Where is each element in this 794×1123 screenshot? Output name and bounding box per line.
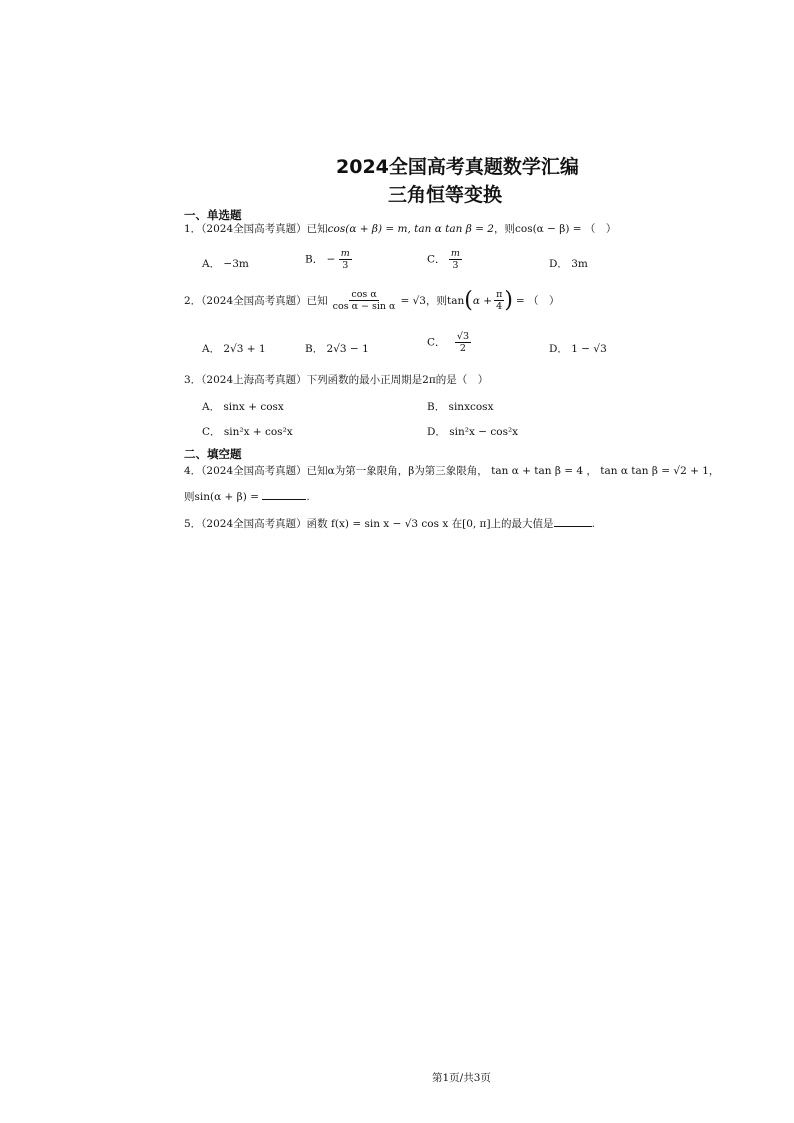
question-2-tail-2: = （ ）	[515, 294, 560, 307]
question-5-period: .	[591, 518, 595, 530]
fraction-denominator: 4	[496, 301, 503, 312]
question-2	[184, 289, 560, 312]
fraction-denominator: cos α − sin α	[332, 301, 396, 312]
question-4-period: .	[306, 491, 310, 503]
question-1-option-b-fraction	[339, 248, 352, 271]
question-1-option-b	[305, 248, 352, 271]
question-4-line-2-text: 则sin(α + β) =	[184, 491, 263, 503]
question-3-option-b: B． sinxcosx	[427, 401, 494, 413]
question-3-option-a: A． sinx + cosx	[202, 401, 284, 413]
question-2-prefix: 2．（2024全国高考真题）已知	[184, 294, 328, 307]
section-heading-fill-blank: 二、填空题	[184, 447, 242, 461]
question-2-option-b: B． 2√3 − 1	[305, 343, 369, 355]
question-3: 3．（2024上海高考真题）下列函数的最小正周期是2π的是（ ）	[184, 374, 489, 386]
question-1-option-b-sign: −	[326, 253, 336, 266]
question-1-option-c-fraction	[449, 248, 462, 271]
question-2-option-c-label: C．	[427, 336, 446, 349]
right-paren-glyph: )	[504, 287, 513, 313]
question-1-stem: cos(α + β) = m, tan α tan β = 2	[327, 223, 494, 235]
answer-blank	[262, 489, 306, 500]
question-5	[184, 516, 595, 531]
question-2-option-d: D． 1 − √3	[549, 343, 607, 355]
page-title: 2024全国高考真题数学汇编	[336, 156, 579, 178]
question-1-tail: ，则cos(α − β) = （ ）	[494, 223, 617, 235]
question-3-option-c: C． sin²x + cos²x	[202, 426, 293, 438]
question-4-line-1: 4．（2024全国高考真题）已知α为第一象限角，β为第三象限角， tan α + tan β = 4 ， tan α tan β = √2 + 1，	[184, 465, 720, 477]
fraction-numerator: √3	[456, 331, 469, 342]
question-2-inner-fraction	[494, 289, 504, 312]
question-1	[184, 222, 616, 236]
question-4-line-2	[184, 489, 310, 504]
fraction-numerator: cos α	[351, 289, 377, 300]
answer-blank	[554, 516, 592, 527]
question-2-inner: α +	[472, 294, 493, 307]
question-1-prefix: 1．（2024全国高考真题）已知	[184, 223, 328, 235]
question-1-option-b-label: B．	[305, 253, 324, 266]
question-5-text: 5．（2024全国高考真题）函数 f(x) = sin x − √3 cos x 在[0, π]上的最大值是	[184, 518, 554, 530]
question-1-option-a: A． −3m	[202, 258, 249, 270]
question-1-option-c	[427, 248, 462, 271]
fraction-numerator: π	[496, 289, 503, 300]
question-2-option-c	[427, 331, 471, 354]
question-2-option-a: A． 2√3 + 1	[202, 343, 266, 355]
section-heading-single-choice: 一、单选题	[184, 208, 242, 222]
question-3-option-d: D． sin²x − cos²x	[427, 426, 519, 438]
fraction-numerator: m	[340, 248, 350, 259]
left-paren-glyph: (	[464, 287, 473, 313]
fraction-numerator: m	[450, 248, 460, 259]
question-1-option-d: D． 3m	[549, 258, 588, 270]
page-subtitle: 三角恒等变换	[388, 184, 503, 206]
question-2-tail-1: ，则tan	[426, 294, 465, 307]
fraction-denominator: 3	[452, 260, 459, 271]
fraction-denominator: 2	[459, 343, 466, 354]
question-1-option-c-label: C．	[427, 253, 446, 266]
page-footer: 第1页/共3页	[432, 1072, 491, 1084]
fraction-denominator: 3	[342, 260, 349, 271]
question-2-equals: = √3	[400, 294, 426, 307]
question-2-fraction	[331, 289, 398, 312]
question-2-option-c-fraction	[455, 331, 471, 354]
